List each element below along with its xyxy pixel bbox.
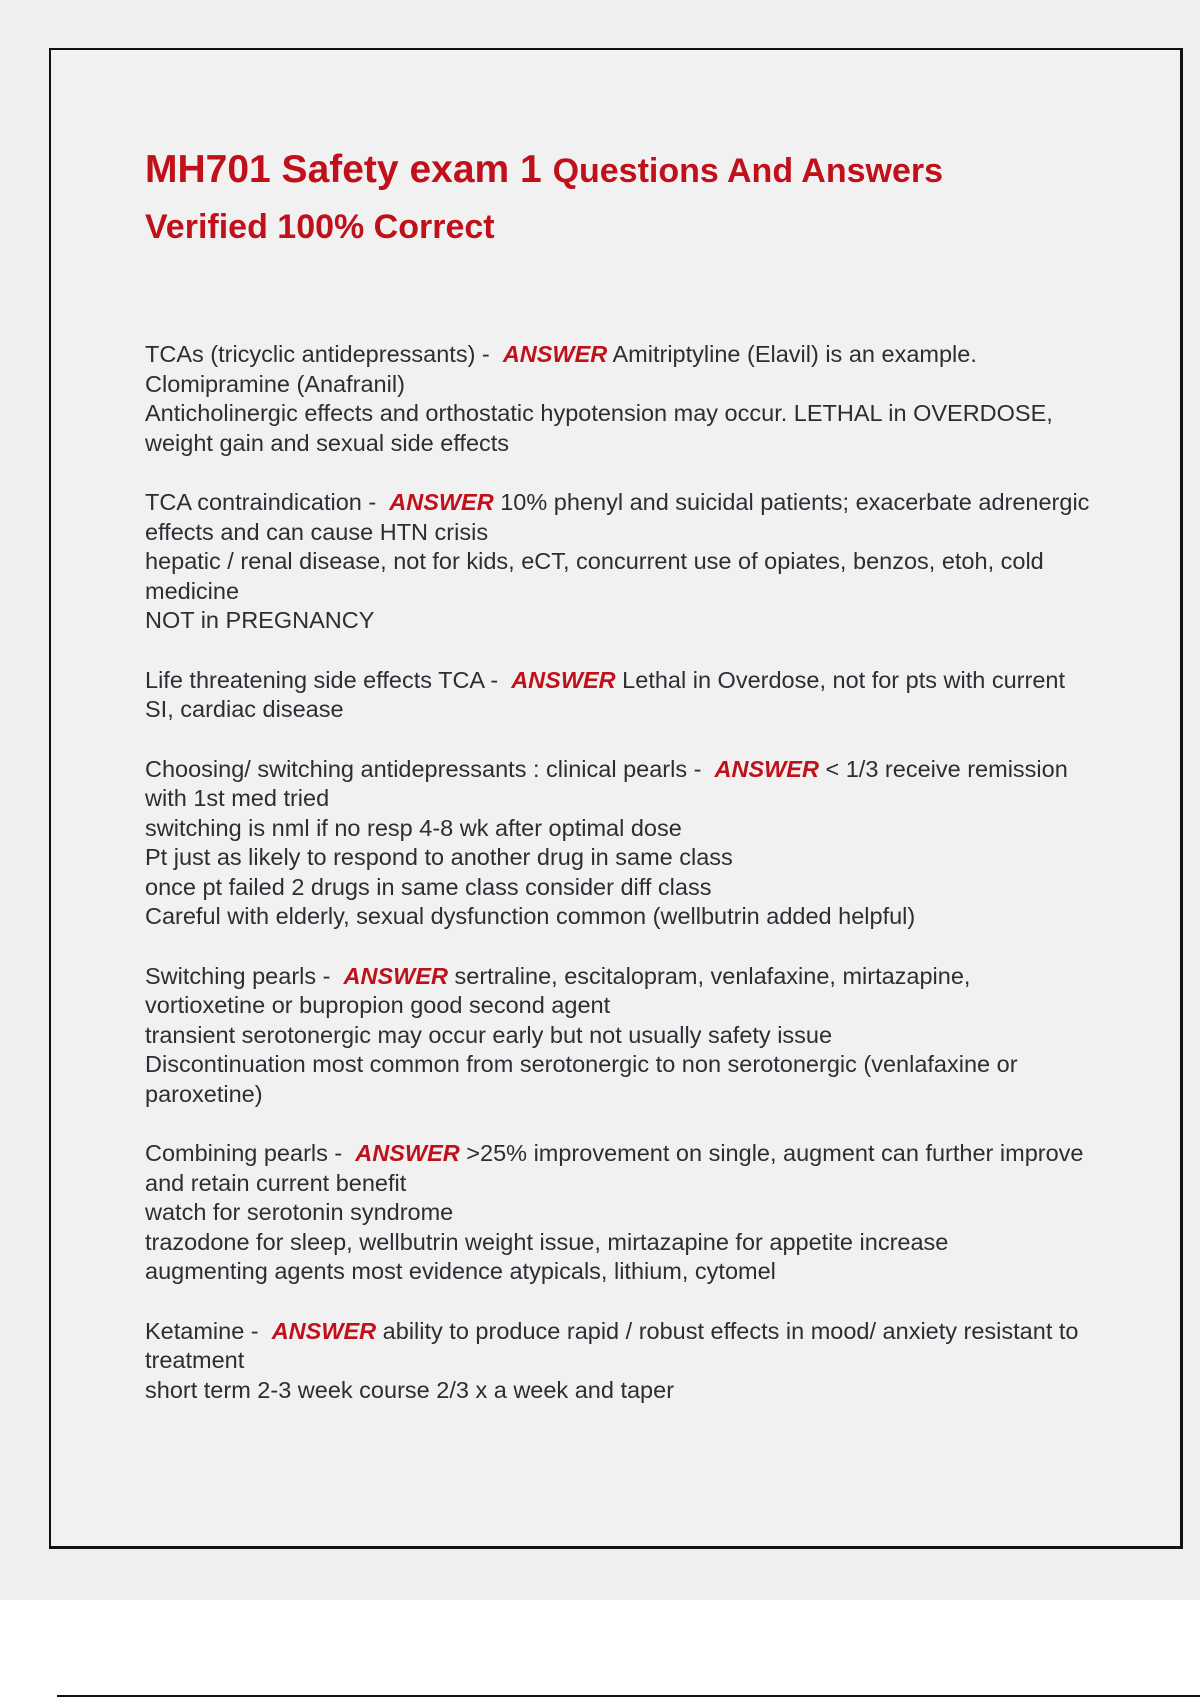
qa-question: Life threatening side effects TCA - <box>145 666 512 693</box>
qa-answer: 10% phenyl and suicidal patients; exacerbate adrenergic effects and can cause HTN crisis <box>145 489 1090 545</box>
document-title <box>145 142 1045 255</box>
answer-label: ANSWER <box>389 489 494 515</box>
qa-question: Switching pearls - <box>145 962 344 989</box>
qa-item <box>145 488 1090 636</box>
qa-answer-line: Careful with elderly, sexual dysfunction common (wellbutrin added helpful) <box>145 903 916 929</box>
qa-answer-line: trazodone for sleep, wellbutrin weight issue, mirtazapine for appetite increase <box>145 1228 949 1255</box>
qa-answer: sertraline, escitalopram, venlafaxine, mirtazapine, vortioxetine or bupropion good second agent <box>145 962 971 1018</box>
answer-label: ANSWER <box>343 962 448 989</box>
qa-answer: >25% improvement on single, augment can further improve and retain current benefit <box>145 1140 1084 1196</box>
qa-question: TCA contraindication - <box>145 489 390 515</box>
title-course-code: MH701 Safety exam 1 <box>145 148 553 191</box>
qa-answer-line: once pt failed 2 drugs in same class consider diff class <box>145 873 712 900</box>
answer-label: ANSWER <box>502 341 608 367</box>
footer-divider <box>57 1695 1200 1697</box>
qa-answer-line: switching is nml if no resp 4-8 wk after optimal dose <box>145 814 682 841</box>
qa-answer-line: Pt just as likely to respond to another drug in same class <box>145 844 733 870</box>
qa-answer: Lethal in Overdose, not for pts with current SI, cardiac disease <box>145 666 1065 722</box>
qa-answer: < 1/3 receive remission with 1st med tried <box>145 755 1068 811</box>
qa-answer-line: watch for serotonin syndrome <box>145 1199 454 1225</box>
qa-answer-line: Clomipramine (Anafranil) <box>145 370 405 397</box>
qa-answer-line: NOT in PREGNANCY <box>145 607 375 633</box>
qa-question: Choosing/ switching antidepressants : clinical pearls - <box>145 755 715 782</box>
qa-item <box>145 340 1090 458</box>
qa-item <box>145 962 1090 1110</box>
qa-list <box>145 340 1090 1435</box>
qa-answer-line: augmenting agents most evidence atypicals, lithium, cytomel <box>145 1258 776 1284</box>
title-verified: Verified 100% Correct <box>145 208 495 246</box>
qa-answer-line: short term 2-3 week course 2/3 x a week and taper <box>145 1376 675 1403</box>
answer-label: ANSWER <box>714 755 819 782</box>
answer-label: ANSWER <box>511 666 616 693</box>
answer-label: ANSWER <box>271 1317 377 1344</box>
qa-item <box>145 1139 1090 1287</box>
qa-item <box>145 755 1090 932</box>
qa-answer-line: transient serotonergic may occur early but not usually safety issue <box>145 1021 833 1048</box>
qa-item <box>145 1317 1090 1406</box>
qa-item <box>145 666 1090 725</box>
title-subtitle: Questions And Answers <box>552 152 943 190</box>
qa-question: Combining pearls - <box>145 1140 356 1166</box>
qa-answer-line: hepatic / renal disease, not for kids, eCT, concurrent use of opiates, benzos, etoh, cold medicine <box>145 548 1044 604</box>
qa-answer-line: Discontinuation most common from serotonergic to non serotonergic (venlafaxine or paroxetine) <box>145 1051 1018 1107</box>
answer-label: ANSWER <box>355 1140 460 1166</box>
qa-answer: ability to produce rapid / robust effects in mood/ anxiety resistant to treatment <box>145 1317 1079 1373</box>
qa-question: Ketamine - <box>145 1317 272 1344</box>
qa-answer: Amitriptyline (Elavil) is an example. <box>607 341 977 367</box>
qa-answer-line: Anticholinergic effects and orthostatic hypotension may occur. LETHAL in OVERDOSE, weight gain and sexual side effects <box>145 400 1053 456</box>
qa-question: TCAs (tricyclic antidepressants) - <box>145 341 503 367</box>
